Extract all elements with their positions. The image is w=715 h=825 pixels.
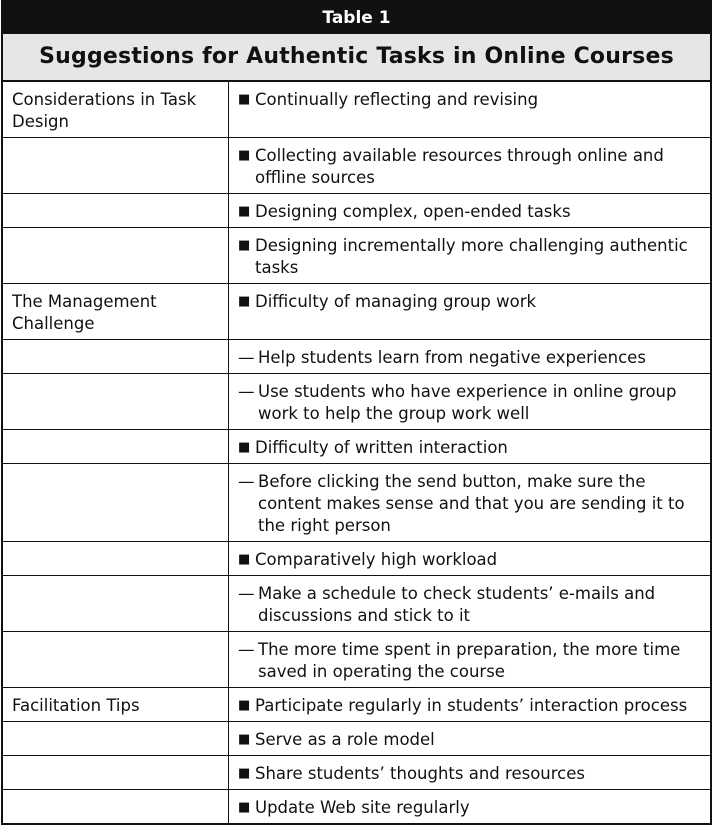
category-cell: Considerations in Task Design	[3, 82, 229, 138]
bullet-square-icon: ■	[238, 294, 251, 309]
item-content	[238, 291, 704, 313]
table-label: Table 1	[3, 2, 710, 34]
item-text: Before clicking the send button, make sure the content makes sense and that you are sending it to the right person	[258, 472, 685, 535]
item-cell	[229, 284, 711, 340]
item-cell	[229, 194, 711, 228]
item-text: Designing incrementally more challenging authentic tasks	[255, 236, 688, 277]
item-cell	[229, 576, 711, 632]
category-cell	[3, 138, 229, 194]
category-cell	[3, 542, 229, 576]
item-content	[238, 583, 704, 627]
table-row	[3, 688, 710, 722]
item-text: Difficulty of written interaction	[255, 438, 508, 457]
table-row	[3, 194, 710, 228]
item-text: Comparatively high workload	[255, 550, 498, 569]
category-cell	[3, 430, 229, 464]
category-cell	[3, 722, 229, 756]
item-cell	[229, 464, 711, 542]
item-cell	[229, 228, 711, 284]
item-cell	[229, 430, 711, 464]
item-text: Use students who have experience in online group work to help the group work well	[258, 382, 677, 423]
item-content	[238, 437, 704, 459]
category-cell	[3, 194, 229, 228]
bullet-square-icon: ■	[238, 766, 251, 781]
item-content	[238, 235, 704, 279]
category-cell	[3, 340, 229, 374]
table-row	[3, 722, 710, 756]
table-row	[3, 228, 710, 284]
item-cell	[229, 722, 711, 756]
item-text: Difficulty of managing group work	[255, 292, 537, 311]
item-text: Serve as a role model	[255, 730, 435, 749]
item-cell	[229, 374, 711, 430]
table-row	[3, 542, 710, 576]
item-content	[238, 201, 704, 223]
item-cell	[229, 542, 711, 576]
item-content	[238, 347, 704, 369]
category-cell	[3, 576, 229, 632]
bullet-square-icon: ■	[238, 92, 251, 107]
item-cell	[229, 138, 711, 194]
bullet-square-icon: ■	[238, 800, 251, 815]
item-cell	[229, 632, 711, 688]
bullet-square-icon: ■	[238, 148, 251, 163]
item-text: Make a schedule to check students’ e-mails and discussions and stick to it	[258, 584, 656, 625]
table-body	[3, 81, 710, 823]
item-cell	[229, 756, 711, 790]
table-row	[3, 138, 710, 194]
dash-marker: —	[238, 382, 255, 401]
table-row	[3, 284, 710, 340]
table-row	[3, 82, 710, 138]
bullet-square-icon: ■	[238, 698, 251, 713]
bullet-square-icon: ■	[238, 238, 251, 253]
bullet-square-icon: ■	[238, 440, 251, 455]
dash-marker: —	[238, 584, 255, 603]
table-row	[3, 374, 710, 430]
item-text: Participate regularly in students’ interaction process	[255, 696, 688, 715]
category-cell: Facilitation Tips	[3, 688, 229, 722]
table-row	[3, 632, 710, 688]
category-cell	[3, 374, 229, 430]
item-cell	[229, 688, 711, 722]
item-text: Update Web site regularly	[255, 798, 470, 817]
item-content	[238, 763, 704, 785]
table-row	[3, 464, 710, 542]
category-cell	[3, 228, 229, 284]
dash-marker: —	[238, 640, 255, 659]
table-title: Suggestions for Authentic Tasks in Online Courses	[3, 34, 710, 81]
item-content	[238, 145, 704, 189]
category-cell	[3, 464, 229, 542]
item-text: Collecting available resources through online and offline sources	[255, 146, 664, 187]
item-text: Share students’ thoughts and resources	[255, 764, 585, 783]
item-text: Designing complex, open-ended tasks	[255, 202, 571, 221]
table-row	[3, 576, 710, 632]
dash-marker: —	[238, 348, 255, 367]
item-content	[238, 89, 704, 111]
item-cell	[229, 82, 711, 138]
item-content	[238, 639, 704, 683]
bullet-square-icon: ■	[238, 732, 251, 747]
category-cell	[3, 756, 229, 790]
item-content	[238, 549, 704, 571]
table-row	[3, 430, 710, 464]
dash-marker: —	[238, 472, 255, 491]
category-cell	[3, 632, 229, 688]
table-row	[3, 340, 710, 374]
bullet-square-icon: ■	[238, 204, 251, 219]
category-cell: The Management Challenge	[3, 284, 229, 340]
item-content	[238, 471, 704, 537]
item-text: Help students learn from negative experiences	[258, 348, 646, 367]
item-cell	[229, 340, 711, 374]
item-text: The more time spent in preparation, the more time saved in operating the course	[258, 640, 681, 681]
item-content	[238, 797, 704, 819]
item-content	[238, 381, 704, 425]
item-content	[238, 729, 704, 751]
item-content	[238, 695, 704, 717]
bullet-square-icon: ■	[238, 552, 251, 567]
item-text: Continually reflecting and revising	[255, 90, 539, 109]
table-row	[3, 756, 710, 790]
suggestions-table	[1, 0, 712, 825]
